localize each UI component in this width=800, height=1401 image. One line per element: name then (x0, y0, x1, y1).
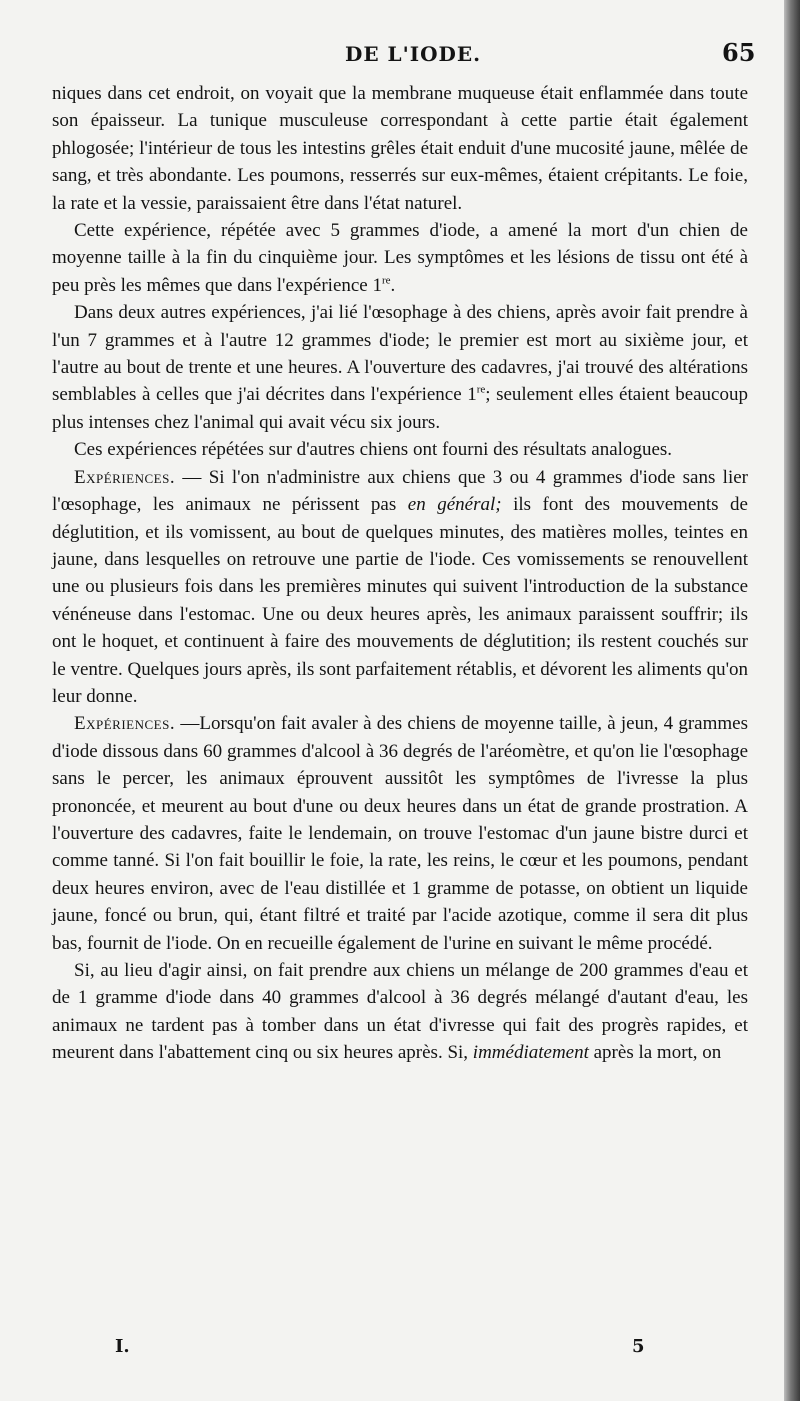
body-text (52, 80, 748, 1067)
sheet-signature: 5 (632, 1336, 645, 1357)
paragraph-text-cont: ils font des mouvements de déglutition, et ils vomissent, au bout de quelques minutes, des matières molles, teintes en jaune, dans lesquelles on retrouve une partie de l'iode. Ces vomissements se renouvellent une ou plusieurs fois dans les premières minutes qui suivent l'introduction de la substance vénéneuse dans l'estomac. Une ou deux heures après, les animaux paraissent souffrir; ils ont le hoquet, et continuent à faire des mouvements de déglutition; ils restent couchés sur le ventre. Quelques jours après, ils sont parfaitement rétablis, et dévorent les aliments qu'on leur donne. (52, 494, 748, 707)
ordinal: 1 (467, 384, 477, 406)
paragraph-text: Dans deux autres expériences, j'ai lié l'œsophage à des chiens, après avoir fait prendre à l'un 7 grammes et à l'autre 12 grammes d'iode; le premier est mort au sixième jour, et l'autre au bout de trente et une heures. A l'ouverture des cadavres, j'ai trouvé des altérations semblables à celles que j'ai décrites dans l'expérience (52, 302, 748, 406)
paragraph-text: niques dans cet endroit, on voyait que la membrane muqueuse était enflammée dans toute son épaisseur. La tunique musculeuse correspondant à cette partie était également phlogosée; l'intérieur de tous les intestins grêles était enduit d'une mucosité jaune, mêlée de sang, et très abondante. Les poumons, resserrés sur eux-mêmes, étaient crépitants. Le foie, la rate et la vessie, paraissaient être dans l'état naturel. (52, 83, 748, 214)
ordinal-suffix: re (476, 384, 486, 397)
section-label: Expériences. (74, 466, 176, 488)
ordinal: 1 (372, 274, 382, 296)
paragraph-text: Cette expérience, répétée avec 5 grammes d'iode, a amené la mort d'un chien de moyenne taille à la fin du cinquième jour. Les symptômes et les lésions de tissu ont été à peu près les mêmes que dans l'expérience (52, 220, 748, 296)
paragraph-text: —Lorsqu'on fait avaler à des chiens de moyenne taille, à jeun, 4 grammes d'iode dissous dans 60 grammes d'alcool à 36 degrés de l'aréomètre, et qu'on lie l'œsophage sans le percer, les animaux éprouvent aussitôt les symptômes de l'ivresse la plus prononcée, et meurent au bout d'une ou deux heures dans un état de grande prostration. A l'ouverture des cadavres, faite le lendemain, on trouve l'estomac d'un jaune bistre durci et comme tanné. Si l'on fait bouillir le foie, la rate, les reins, le cœur et les poumons, pendant deux heures environ, avec de l'eau distillée et 1 gramme de potasse, on obtient un liquide jaune, foncé ou brun, qui, étant filtré et traité par l'acide azotique, comme il sera dit plus bas, fournit de l'iode. On en recueille également de l'urine en suivant le même procédé. (52, 713, 748, 954)
volume-signature: I. (115, 1336, 130, 1357)
page-edge-shadow (784, 0, 800, 1401)
emphasis-text: immédiatement (472, 1042, 589, 1064)
paragraph-text: Si, au lieu d'agir ainsi, on fait prendre aux chiens un mélange de 200 grammes d'eau et de 1 gramme d'iode dans 40 grammes d'alcool à 36 degrés mélangé d'autant d'eau, les animaux ne tardent pas à tomber dans un état d'ivresse qui fait des progrès rapides, et meurent dans l'abattement cinq ou six heures après. Si, (52, 960, 748, 1064)
paragraph-tail: . (390, 274, 396, 296)
paragraph-5 (52, 464, 748, 711)
paragraph-1 (52, 80, 748, 217)
running-head (0, 38, 784, 74)
page-number: 65 (722, 38, 756, 67)
section-label: Expériences. (74, 713, 176, 735)
running-title: DE L'IODE. (345, 42, 482, 66)
paragraph-3 (52, 299, 748, 436)
paragraph-text: — Si l'on n'administre aux chiens que 3 ou 4 grammes d'iode sans lier l'œsophage, les animaux ne périssent pas (52, 466, 748, 516)
page-footer (0, 1336, 784, 1366)
emphasis-text: en général; (407, 494, 502, 516)
ordinal-suffix: re (382, 274, 391, 287)
paragraph-4 (52, 436, 748, 463)
paragraph-7 (52, 957, 748, 1067)
paragraph-text-cont: après la mort, on (588, 1042, 722, 1064)
paragraph-text: Ces expériences répétées sur d'autres chiens ont fourni des résultats analogues. (74, 439, 673, 461)
paragraph-tail: ; seulement elles étaient beaucoup plus intenses chez l'animal qui avait vécu six jours. (52, 384, 748, 433)
paragraph-2 (52, 217, 748, 299)
paragraph-6 (52, 710, 748, 957)
